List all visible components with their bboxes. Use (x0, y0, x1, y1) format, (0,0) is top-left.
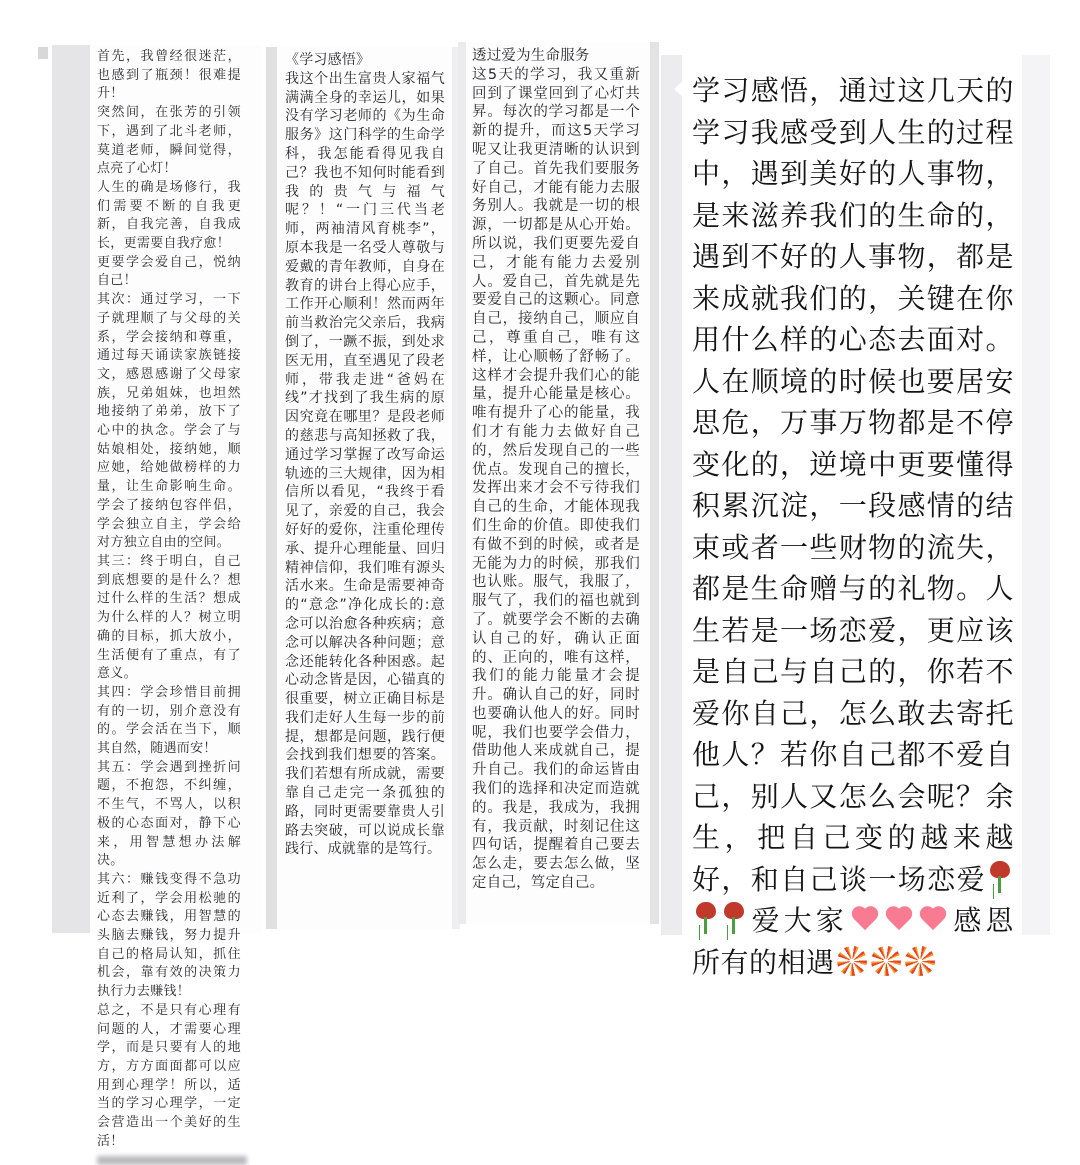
note-column-2 (277, 47, 459, 929)
rose-icon (694, 902, 718, 935)
fireworks-icon (871, 946, 901, 976)
photo-edge-strip (650, 42, 659, 924)
paragraph (692, 70, 1014, 983)
emoji-line-text: 爱大家 (748, 904, 848, 937)
paragraph: 人生的确是场修行，我们需要不断的自我更新，自我完善，自我成长，更需要自我疗愈！ (97, 179, 241, 252)
paragraph: 更要学会爱自己，悦纳自己！ (97, 254, 241, 289)
blurred-text-line (97, 1156, 247, 1165)
note-title: 透过爱为生命服务 (472, 48, 590, 64)
photo-edge-strip (458, 42, 466, 924)
heart-icon (918, 906, 948, 933)
photo-edge-strip (52, 45, 90, 933)
paragraph: 其次：通过学习，一下子就理顺了与父母的关系，学会接纳和尊重，通过每天诵读家族链接文，感恩感谢了父母家族，兄弟姐妹，也坦然地接纳了弟弟，放下了心中的执念。学会了与姑娘相处，接纳她，顺应她，给她做榜样的力量，让生命影响生命。学会了接纳包容伴侣，学会独立自主，学会给对方独立自由的空间。 (97, 292, 241, 551)
photo-edge-strip (1022, 55, 1050, 935)
note-column-3 (466, 42, 656, 924)
heart-icon (850, 906, 880, 933)
rose-icon (988, 861, 1012, 894)
rose-icon (722, 902, 746, 935)
note-column-1 (90, 45, 262, 1149)
paragraph: 突然间，在张芳的引领下，遇到了北斗老师，莫道老师，瞬间觉得，点亮了心灯！ (97, 105, 241, 177)
paragraph: 其五：学会遇到挫折问题，不抱怨，不纠缠，不生气，不骂人，以积极的心态面对，静下心来，用智慧想办法解决。 (97, 759, 241, 869)
note-title: 《学习感悟》 (285, 52, 371, 68)
paragraph: 其四：学会珍惜目前拥有的一切，别介意没有的。学会活在当下，顺其自然，随遇而安！ (97, 684, 241, 757)
bubble-tail (674, 80, 684, 98)
paragraph: 其三：终于明白，自己到底想要的是什么？想过什么样的生活？想成为什么样的人？树立明确的目标，抓大放小，生活便有了重点，有了意义。 (97, 553, 241, 682)
paragraph: 我这个出生富贵人家福气满满全身的幸运儿，如果没有学习老师的《为生命服务》这门科学的生命学科，我怎能看得见我自己？我也不知何时能看到我的贵气与福气呢？！“一门三代当老师，两袖清风育桃李”，原本我是一名受人尊敬与爱戴的青年教师，自身在教育的讲台上得心应手，工作开心顺利！然而两年前当救治完父亲后，我病倒了，一蹶不振，到处求医无用，直至遇见了段老师，带我走进“爸妈在线”才找到了我生病的原因究竟在哪里？是段老师的慈悲与高知拯救了我，通过学习掌握了改写命运轨迹的三大规律，因为相信所以看见，“我终于看见了，亲爱的自己，我会好好的爱你，注重伦理传承、提升心理能量、回归精神信仰，我们唯有源头活水来。生命是需要神奇的“意念”净化成长的:意念可以治愈各种疾病；意念可以解决各种问题；意念还能转化各种困惑。起心动念皆是因，心锚真的很重要，树立正确目标是我们走好人生每一步的前提，想都是问题，践行便会找到我们想要的答案。我们若想有所成就，需要靠自己走完一条孤独的路，同时更需要靠贵人引路去突破，可以说成长靠践行、成就靠的是笃行。 (285, 70, 445, 858)
note-text-block (285, 51, 445, 859)
chat-bubble (682, 58, 1022, 979)
note-text-block (472, 47, 640, 893)
note-text-block (97, 48, 241, 1165)
emoji-line-text: 感恩所有的相遇 (692, 904, 1014, 979)
crop-artifact (38, 47, 48, 59)
photo-edge-strip (661, 55, 682, 935)
paragraph: 这5天的学习，我又重新回到了课堂回到了心灯共昇。每次的学习都是一个新的提升，而这5天学习呢又让我更清晰的认识到了自己。首先我们要服务好自己，才能有能力去服务别人。我就是一切的根源，一切都是从心开始。所以说，我们更要先爱自己，才能有能力去爱别人。爱自己，首先就是先要爱自己的这颗心。同意自己，接纳自己，顺应自己，尊重自己，唯有这样，让心顺畅了舒畅了。这样才会提升我们心的能量，提升心能量是核心。唯有提升了心的能量，我们才有能力去做好自己的，然后发现自己的一些优点。发现自己的擅长，发挥出来才会不亏待我们自己的生命，才能体现我们生命的价值。即使我们有做不到的时候，或者是无能为力的时候，那我们也认账。服气，我服了，服气了，我们的福也就到了。就要学会不断的去确认自己的好，确认正面的、正向的，唯有这样，我们的能力能量才会提升。确认自己的好，同时也要确认他人的好。同时呢，我们也要学会借力，借助他人来成就自己，提升自己。我们的命运皆由我们的选择和决定而造就的。我是，我成为，我拥有，我贡献，时刻记住这四句话，提醒着自己要去怎么走，要去怎么做，坚定自己，笃定自己。 (472, 66, 640, 892)
fireworks-icon (905, 946, 935, 976)
heart-icon (884, 906, 914, 933)
fireworks-icon (837, 946, 867, 976)
note-text-block (692, 70, 1014, 983)
paragraph: 其六：赚钱变得不急功近利了，学会用松驰的心态去赚钱，用智慧的头脑去赚钱，努力提升自己的格局认知，抓住机会，靠有效的决策力执行力去赚钱！ (97, 871, 241, 1000)
paragraph: 首先，我曾经很迷茫，也感到了瓶颈！很难提升！ (97, 49, 241, 102)
photo-edge-strip (266, 47, 277, 929)
paragraph: 总之，不是只有心理有问题的人，才需要心理学，而是只要有人的地方，方方面面都可以应用到心理学！所以，适当的学习心理学，一定会营造出一个美好的生活！ (97, 1002, 241, 1149)
paragraph-text: 学习感悟，通过这几天的学习我感受到人生的过程中，遇到美好的人事物，是来滋养我们的生命的，遇到不好的人事物，都是来成就我们的，关键在你用什么样的心态去面对。人在顺境的时候也要居安思危，万事万物都是不停变化的，逆境中更要懂得积累沉淀，一段感情的结束或者一些财物的流失，都是生命赠与的礼物。人生若是一场恋爱，更应该是自己与自己的，你若不爱你自己，怎么敢去寄托他人？若你自己都不爱自己，别人又怎么会呢？余生，把自己变的越来越好，和自己谈一场恋爱 (692, 74, 1014, 896)
